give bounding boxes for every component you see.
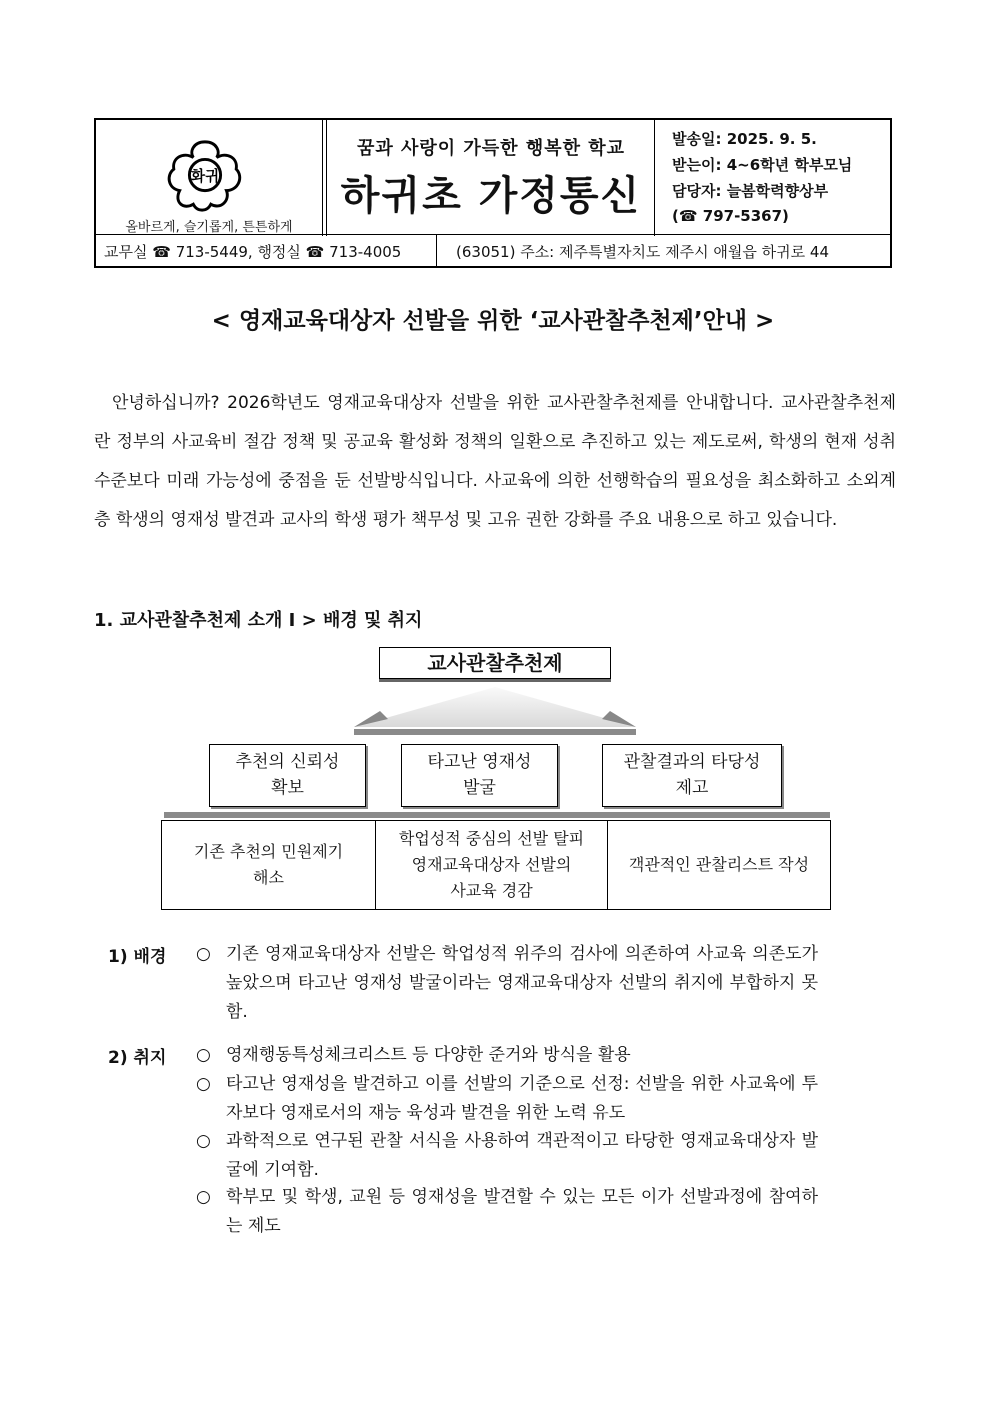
office-contacts: 교무실 ☎ 713-5449, 행정실 ☎ 713-4005: [104, 243, 402, 261]
emblem-text: 화귀: [190, 167, 220, 185]
school-motto: 올바르게, 슬기롭게, 튼튼하게: [125, 220, 293, 235]
goal-line2: 제고: [675, 778, 709, 798]
intro-text: 안녕하십니까? 2026학년도 영재교육대상자 선발을 위한 교사관찰추천제를 안내합니다. 교사관찰추천제란 정부의 사교육비 절감 정책 및 공교육 활성화 정책의 일환으로 추진하고 있는 제도로써, 학생의 현재 성취 수준보다 미래 가능성에 중점을 둔 선발방식입니다. 사교육에 의한 선행학습의 필요성을 최소화하고 소외계층 학생의 영재성 발견과 교사의 학생 평가 책무성 및 고유 권한 강화를 주요 내용으로 하고 있습니다.: [94, 393, 896, 530]
bullet-circle-icon: ○: [196, 1131, 211, 1151]
manager: 담당자: 늘봄학력향상부: [672, 182, 829, 200]
item-text: 타고난 영재성을 발견하고 이를 선발의 기준으로 선정: 선발을 위한 사교육에 투자보다 영재로서의 재능 육성과 발견을 위한 노력 유도: [226, 1074, 818, 1123]
send-date: 발송일: 2025. 9. 5.: [672, 130, 817, 148]
base-cell: [376, 821, 608, 909]
background-item: [196, 940, 818, 1027]
bullet-circle-icon: ○: [196, 1187, 211, 1207]
bullet-circle-icon: ○: [196, 1045, 211, 1065]
base-line: 사교육 경감: [450, 881, 533, 900]
school-slogan: 꿈과 사랑이 가득한 행복한 학교: [356, 138, 626, 159]
base-line: 학업성적 중심의 선발 탈피: [398, 829, 585, 848]
bullet-circle-icon: ○: [196, 1074, 211, 1094]
manager-phone: (☎ 797-5367): [672, 207, 789, 225]
document-title: < 영재교육대상자 선발을 위한 ‘교사관찰추천제’안내 >: [211, 308, 775, 334]
base-cell: [162, 821, 376, 909]
purpose-label: 2) 취지: [108, 1048, 167, 1068]
base-line: 기존 추천의 민원제기: [193, 842, 344, 861]
section-title: 1. 교사관찰추천제 소개 Ⅰ > 배경 및 취지: [94, 610, 423, 631]
school-address: (63051) 주소: 제주특별자치도 제주시 애월읍 하귀로 44: [456, 243, 829, 261]
base-cell: [608, 821, 830, 909]
purpose-item: [196, 1041, 818, 1070]
purpose-item: [196, 1070, 818, 1128]
diagram-top-box: 교사관찰추천제: [379, 647, 611, 679]
goal-line1: 타고난 영재성: [427, 752, 532, 772]
diagram-base-table: [161, 820, 831, 910]
goal-box-reliability: [209, 744, 366, 807]
recipient: 받는이: 4~6학년 학부모님: [672, 156, 853, 174]
item-text: 영재행동특성체크리스트 등 다양한 준거와 방식을 활용: [226, 1045, 631, 1065]
purpose-item: [196, 1127, 818, 1185]
background-label: 1) 배경: [108, 947, 167, 967]
newsletter-header: [94, 118, 892, 268]
goal-line2: 확보: [271, 778, 304, 798]
base-line: 영재교육대상자 선발의: [411, 855, 572, 874]
item-text: 학부모 및 학생, 교원 등 영재성을 발견할 수 있는 모든 이가 선발과정에 참여하는 제도: [226, 1187, 818, 1236]
bullet-circle-icon: ○: [196, 944, 211, 964]
newsletter-title: 하귀초 가정통신: [340, 173, 642, 219]
goal-box-validity: [602, 744, 782, 807]
goal-line2: 발굴: [463, 778, 496, 798]
base-line: 해소: [253, 868, 284, 887]
item-text: 기존 영재교육대상자 선발은 학업성적 위주의 검사에 의존하여 사교육 의존도가 높았으며 타고난 영재성 발굴이라는 영재교육대상자 선발의 취지에 부합하지 못함.: [226, 944, 818, 1022]
intro-paragraph: [94, 384, 896, 540]
item-text: 과학적으로 연구된 관찰 서식을 사용하여 객관적이고 타당한 영재교육대상자 발굴에 기여함.: [226, 1131, 818, 1180]
purpose-item: [196, 1183, 818, 1241]
goal-line1: 추천의 신뢰성: [235, 752, 340, 772]
base-line: 객관적인 관찰리스트 작성: [628, 855, 810, 874]
goal-line1: 관찰결과의 타당성: [623, 752, 761, 772]
diagram-arrow-icon: [350, 683, 640, 739]
goal-box-giftedness: [401, 744, 558, 807]
diagram-divider-bar: [164, 812, 830, 818]
school-emblem-icon: [166, 136, 244, 214]
